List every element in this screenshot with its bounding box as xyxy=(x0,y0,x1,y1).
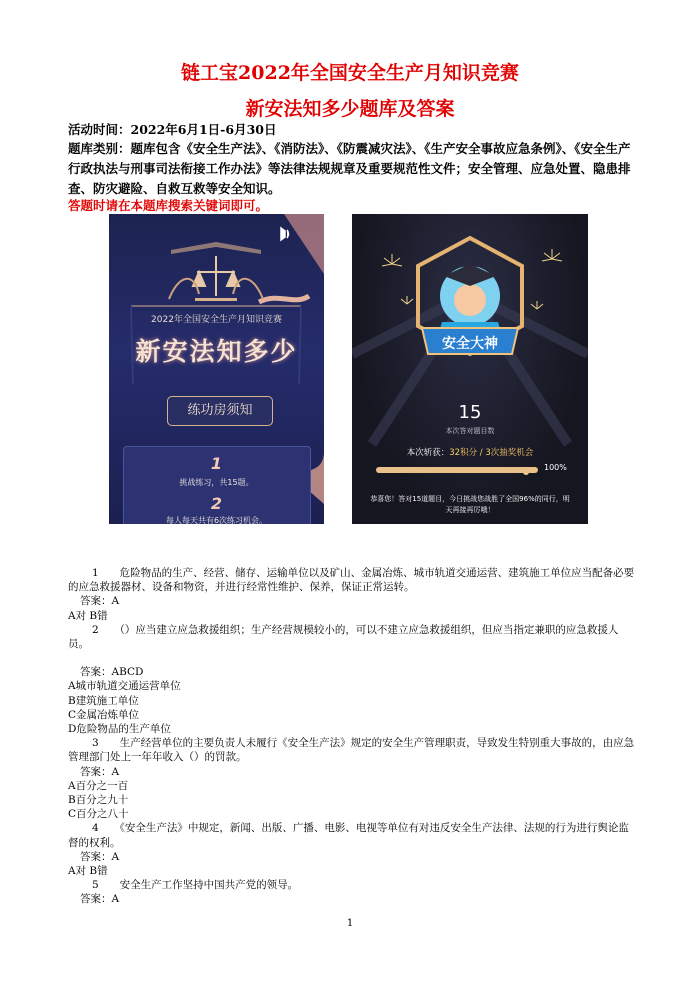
question-list xyxy=(68,566,638,907)
document-subtitle: 新安法知多少题库及答案 xyxy=(245,98,455,120)
answer-key: 答案：A xyxy=(80,850,120,863)
document-title: 链工宝2022年全国安全生产月知识竞赛 xyxy=(181,62,519,84)
question-text: 4 《安全生产法》中规定，新闻、出版、广播、电影、电视等单位有对违反安全生产法律、法规的行为进行舆论监督的权利。 xyxy=(68,822,629,849)
progress-bar xyxy=(376,467,538,473)
congrats-message: 恭喜您！答对15道题目，今日挑战您战胜了全国96%的同行，明天再接再厉哦！ xyxy=(370,495,570,514)
result-decoration xyxy=(352,214,588,524)
question-text: 5 安全生产工作坚持中国共产党的领导。 xyxy=(92,879,299,892)
answer-key: 答案：A xyxy=(80,893,120,906)
answer-option: B百分之九十 xyxy=(68,794,129,807)
answer-option: A城市轨道交通运营单位 xyxy=(68,680,181,693)
answer-option: C金属冶炼单位 xyxy=(68,708,140,721)
step-number-2: 2 xyxy=(210,494,223,513)
answer-option: B建筑施工单位 xyxy=(68,694,139,707)
spacer xyxy=(68,651,638,665)
step-text-2: 每人每天共有6次练习机会。 xyxy=(165,516,268,524)
intro-event-title: 2022年全国安全生产月知识竞赛 xyxy=(151,315,282,325)
avatar xyxy=(454,284,486,316)
progress-bar-fill xyxy=(376,467,538,473)
answer-key: 答案：A xyxy=(80,765,120,778)
answer-option: A对 B错 xyxy=(68,609,108,622)
practice-notice-button[interactable]: 练功房须知 xyxy=(167,396,273,426)
reward-prefix: 本次斩获： xyxy=(406,448,450,458)
answer-option: D危险物品的生产单位 xyxy=(68,723,171,736)
answer-option: A对 B错 xyxy=(68,865,108,878)
result-screenshot xyxy=(352,214,588,524)
reward-value: 32积分 / 3次抽奖机会 xyxy=(449,448,534,458)
answer-option: C百分之八十 xyxy=(68,808,129,821)
contest-intro-screenshot xyxy=(109,214,324,524)
answer-option: A百分之一百 xyxy=(68,779,129,792)
progress-percent: 100% xyxy=(544,463,567,472)
correct-count-label: 本次答对题目数 xyxy=(445,427,495,435)
activity-time: 活动时间：2022年6月1日-6月30日 xyxy=(68,122,277,137)
reward-summary xyxy=(352,446,588,458)
answer-key: 答案：ABCD xyxy=(80,666,144,679)
page-number: 1 xyxy=(346,918,354,929)
search-hint: 答题时请在本题库搜索关键词即可。 xyxy=(68,198,269,213)
intro-headline: 新安法知多少 xyxy=(135,337,298,366)
result-badge: 安全大神 xyxy=(442,336,498,352)
answer-key: 答案：A xyxy=(80,595,120,608)
step-number-1: 1 xyxy=(210,454,223,473)
step-text-1: 挑战练习，共15题。 xyxy=(179,478,254,487)
question-text: 1 危险物品的生产、经营、储存、运输单位以及矿山、金属冶炼、城市轨道交通运营、建筑施工单位应当配备必要的应急救援器材、设备和物资，并进行经常性维护、保养，保证正常运转。 xyxy=(68,567,635,594)
correct-count: 15 xyxy=(458,402,482,423)
question-categories: 题库类别：题库包含《安全生产法》、《消防法》、《防震减灾法》、《生产安全事故应急条例》、《安全生产行政执法与刑事司法衔接工作办法》等法律法规规章及重要规范性文件；安全管理、应急处置、隐患排查、防灾避险、自救互救等安全知识。 xyxy=(68,141,631,196)
question-text: 3 生产经营单位的主要负责人未履行《安全生产法》规定的安全生产管理职责，导致发生特别重大事故的，由应急管理部门处上一年年收入（）的罚款。 xyxy=(68,737,635,764)
speaker-icon xyxy=(281,228,289,240)
question-text: 2 （）应当建立应急救援组织；生产经营规模较小的，可以不建立应急救援组织，但应当指定兼职的应急救援人员。 xyxy=(68,623,619,651)
